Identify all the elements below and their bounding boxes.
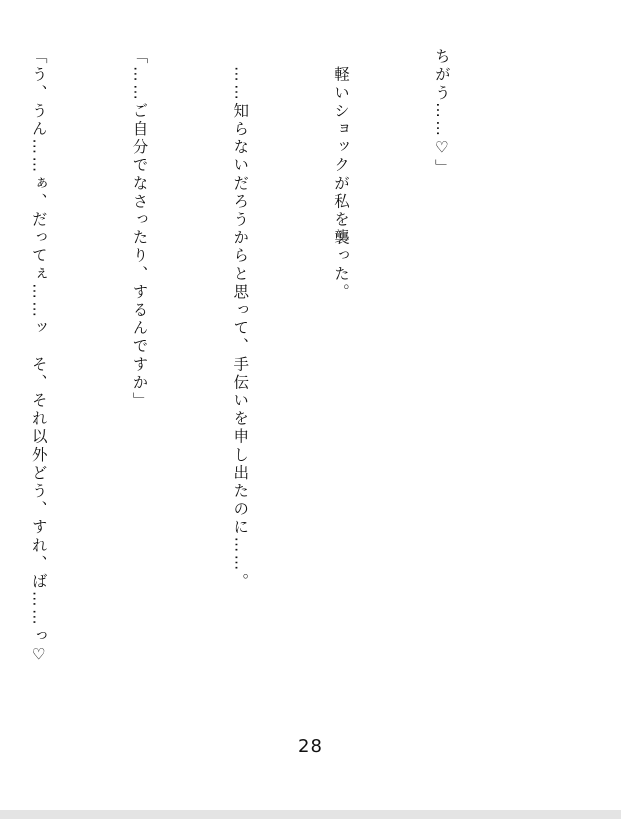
text-line: 「……ご自分でなさったり、するんですか」 [130, 48, 149, 410]
text-line: 軽いショックが私を襲った。 [332, 48, 351, 302]
text-line: ……知らないだろうからと思って、手伝いを申し出たのに……。 [231, 48, 250, 591]
vertical-text-body [0, 48, 525, 708]
viewer-bottom-strip [0, 810, 621, 819]
text-line: ちがう……♡」 [432, 48, 451, 178]
text-line: 「う、うん……ぁ、だってぇ……ッ そ、それ以外どう、すれ、ば……っ♡ [29, 48, 48, 666]
page-number: 28 [298, 736, 323, 757]
